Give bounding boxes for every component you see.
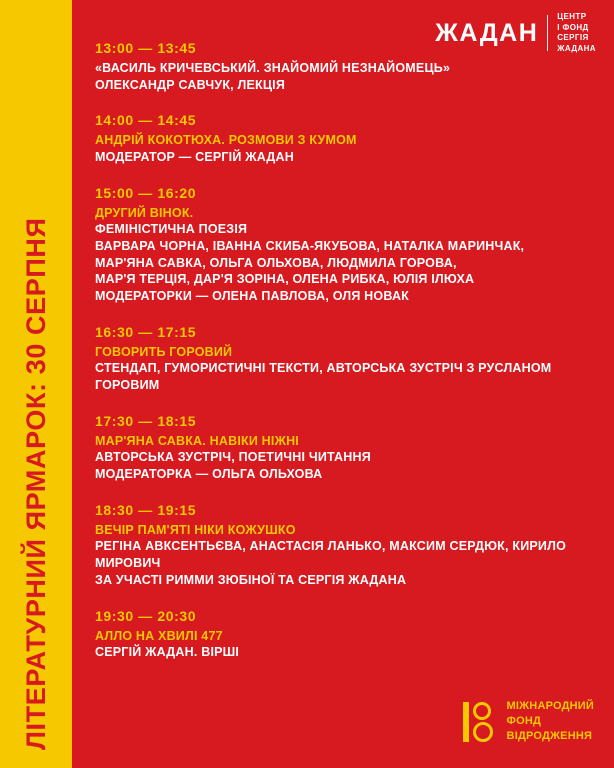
event-time: 17:30 — 18:15	[95, 412, 197, 429]
program-event	[95, 413, 606, 483]
logo-subtext-line2: І ФОНД	[557, 22, 589, 32]
footer-line1: МІЖНАРОДНИЙ	[506, 700, 594, 713]
event-detail-line: СЕРГІЙ ЖАДАН. ВІРШІ	[95, 645, 240, 659]
event-time: 16:30 — 17:15	[95, 323, 197, 340]
event-title: МАР'ЯНА САВКА. НАВІКИ НІЖНІ	[95, 433, 299, 448]
program-event	[95, 608, 606, 661]
event-detail-line: СТЕНДАП, ГУМОРИСТИЧНІ ТЕКСТИ, АВТОРСЬКА ЗУСТРІЧ З РУСЛАНОМ ГОРОВИМ	[95, 361, 552, 392]
side-band	[0, 0, 72, 768]
event-detail-line: МАР'Я ТЕРЦІЯ, ДАР'Я ЗОРІНА, ОЛЕНА РИБКА, ЮЛІЯ ІЛЮХА	[95, 272, 475, 287]
logo-subtext-line1: ЦЕНТР	[557, 12, 587, 21]
program-event	[95, 112, 606, 165]
event-title: АНДРІЙ КОКОТЮХА. РОЗМОВИ З КУМОМ	[95, 133, 357, 148]
logo-bar-shape	[463, 702, 469, 742]
logo-ring-top-shape	[473, 702, 491, 720]
event-detail-line: ЗА УЧАСТІ РИММИ ЗЮБІНОЇ ТА СЕРГІЯ ЖАДАНА	[95, 572, 407, 587]
footer-sponsor-text	[507, 699, 594, 744]
event-time: 18:30 — 19:15	[95, 501, 197, 518]
event-detail-line: МОДЕРАТОРКА — ОЛЬГА ОЛЬХОВА	[95, 467, 323, 481]
event-time: 13:00 — 13:45	[95, 40, 197, 56]
event-detail-line: ФЕМІНІСТИЧНА ПОЕЗІЯ	[95, 222, 248, 236]
program-event	[95, 502, 606, 589]
logo-subtext-line3: СЕРГІЯ	[557, 33, 589, 43]
footer-line2: ФОНД	[506, 715, 542, 728]
event-detail-line: РЕГІНА АВКСЕНТЬЄВА, АНАСТАСІЯ ЛАНЬКО, МАКСИМ СЕРДЮК, КИРИЛО МИРОВИЧ	[95, 539, 566, 570]
event-detail-line: МОДЕРАТОР — СЕРГІЙ ЖАДАН	[95, 149, 294, 164]
program-event	[95, 40, 606, 93]
poster-side-title: ЛІТЕРАТУРНИЙ ЯРМАРОК: 30 СЕРПНЯ	[20, 217, 51, 750]
logo-subtext-line4: ЖАДАНА	[557, 43, 596, 53]
logo-wordmark: ЖАДАН	[435, 18, 539, 47]
event-detail-line: МОДЕРАТОРКИ — ОЛЕНА ПАВЛОВА, ОЛЯ НОВАК	[95, 289, 409, 303]
event-time: 19:30 — 20:30	[95, 607, 197, 624]
program-list	[95, 40, 606, 680]
program-event	[95, 324, 606, 394]
event-title: ГОВОРИТЬ ГОРОВИЙ	[95, 344, 233, 359]
event-detail-line: ВАРВАРА ЧОРНА, ІВАННА СКИБА-ЯКУБОВА, НАТАЛКА МАРИНЧАК,	[95, 238, 525, 253]
footer-line3: ВІДРОДЖЕННЯ	[506, 730, 593, 743]
event-detail-line: ОЛЕКСАНДР САВЧУК, ЛЕКЦІЯ	[95, 77, 286, 92]
logo-ring-bottom-shape	[473, 722, 493, 742]
event-title: «ВАСИЛЬ КРИЧЕВСЬКИЙ. ЗНАЙОМИЙ НЕЗНАЙОМЕЦЬ»	[95, 61, 451, 75]
program-event	[95, 185, 606, 305]
event-detail-line: АВТОРСЬКА ЗУСТРІЧ, ПОЕТИЧНІ ЧИТАННЯ	[95, 450, 371, 465]
renaissance-foundation-icon	[461, 700, 497, 744]
event-time: 15:00 — 16:20	[95, 184, 197, 201]
footer-sponsor-logo	[461, 699, 594, 744]
event-title: АЛЛО НА ХВИЛІ 477	[95, 628, 223, 643]
event-title: ДРУГИЙ ВІНОК.	[95, 205, 194, 220]
event-detail-line: МАР'ЯНА САВКА, ОЛЬГА ОЛЬХОВА, ЛЮДМИЛА ГОРОВА,	[95, 255, 457, 270]
event-title: ВЕЧІР ПАМ'ЯТІ НІКИ КОЖУШКО	[95, 522, 296, 537]
event-time: 14:00 — 14:45	[95, 112, 197, 129]
